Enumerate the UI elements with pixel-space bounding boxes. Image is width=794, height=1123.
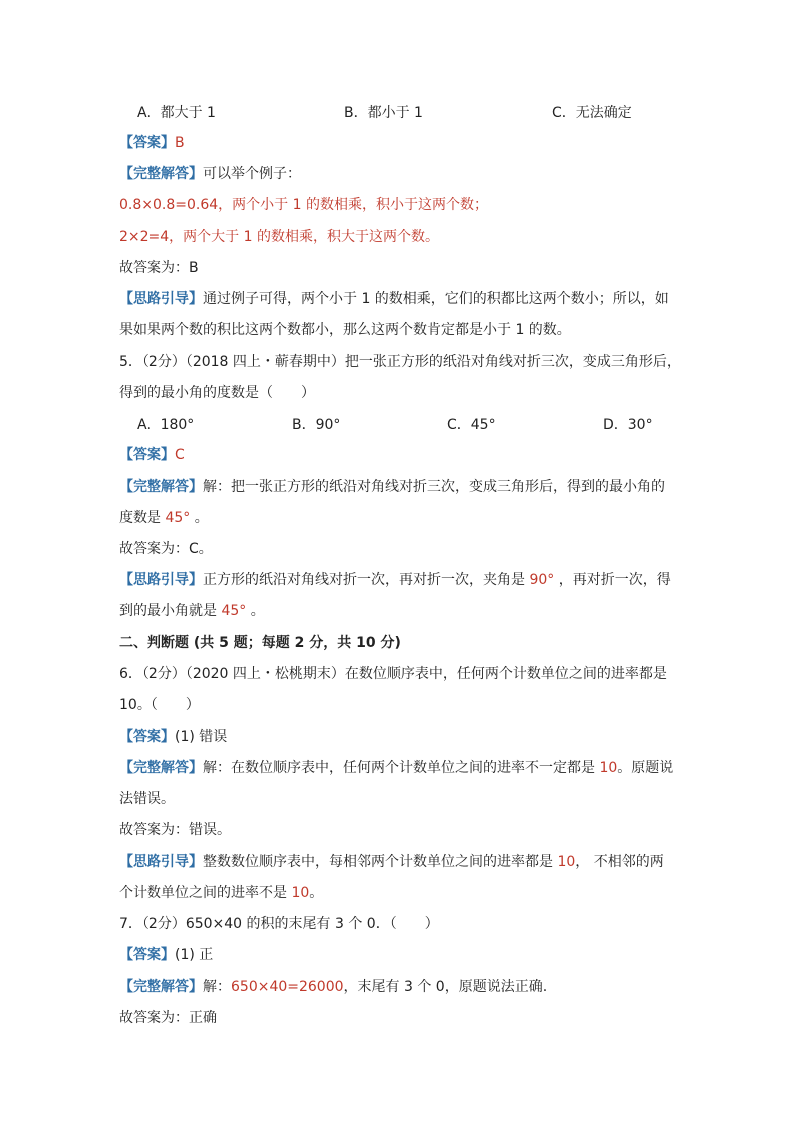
hint-text: 通过例子可得，两个小于 1 的数相乘，它们的积都比这两个数小；所以，如 — [203, 291, 669, 307]
solution-tag: 【完整解答】 — [119, 760, 203, 776]
solution-tag: 【完整解答】 — [119, 979, 203, 995]
q5-hint-line-1 — [119, 570, 679, 590]
answer-value: C — [175, 447, 185, 463]
q6-stem-line-2: 10。（ ） — [119, 697, 200, 713]
hint-text: 整数数位顺序表中，每相邻两个计数单位之间的进率都是 — [203, 854, 558, 870]
q4-hint-line-2: 果如果两个数的积比这两个数都小，那么这两个数肯定都是小于 1 的数。 — [119, 322, 571, 338]
q4-example-2: 2×2=4，两个大于 1 的数相乘，积大于这两个数。 — [119, 229, 439, 245]
hint-value: 90° — [529, 572, 555, 588]
q6-hint-line-2 — [119, 883, 679, 903]
q7-answer — [119, 945, 679, 965]
q5-solution-line-1 — [119, 477, 679, 497]
solution-value: 10 — [599, 760, 618, 776]
hint-text: 。 — [246, 603, 265, 619]
q4-option-a: A．都大于 1 — [137, 105, 216, 121]
q5-final-answer: 故答案为：C。 — [119, 541, 213, 557]
q5-option-a: A．180° — [137, 417, 195, 433]
answer-value: B — [175, 135, 185, 151]
q4-example-1: 0.8×0.8=0.64，两个小于 1 的数相乘，积小于这两个数； — [119, 197, 488, 213]
q5-answer — [119, 445, 679, 465]
hint-value: 10 — [291, 885, 310, 901]
q5-solution-line-2 — [119, 508, 679, 528]
hint-text: ， 不相邻的两 — [575, 854, 664, 870]
hint-text: 正方形的纸沿对角线对折一次，再对折一次，夹角是 — [203, 572, 530, 588]
solution-tag: 【完整解答】 — [119, 166, 203, 182]
q4-option-b: B．都小于 1 — [344, 105, 423, 121]
solution-text: 解： — [203, 979, 231, 995]
solution-value: 650×40=26000 — [231, 979, 344, 995]
answer-tag: 【答案】 — [119, 729, 175, 745]
q4-final-answer: 故答案为：B — [119, 260, 199, 276]
hint-value: 45° — [221, 603, 247, 619]
q7-solution — [119, 977, 679, 997]
solution-value: 45° — [165, 510, 191, 526]
q5-stem-line-2: 得到的最小角的度数是（ ） — [119, 385, 315, 401]
hint-text: 到的最小角就是 — [119, 603, 222, 619]
solution-text: 解：在数位顺序表中，任何两个计数单位之间的进率不一定都是 — [203, 760, 600, 776]
q5-option-b: B．90° — [292, 417, 341, 433]
solution-tag: 【完整解答】 — [119, 479, 203, 495]
hint-tag: 【思路引导】 — [119, 572, 203, 588]
answer-tag: 【答案】 — [119, 135, 175, 151]
q6-final-answer: 故答案为：错误。 — [119, 822, 231, 838]
solution-text: 解：把一张正方形的纸沿对角线对折三次，变成三角形后，得到的最小角的 — [203, 479, 665, 495]
hint-text: 。 — [309, 885, 324, 901]
answer-value: (1) 正 — [175, 947, 214, 963]
q4-hint-line-1 — [119, 289, 679, 309]
q7-stem: 7．（2分）650×40 的积的末尾有 3 个 0．（ ） — [119, 916, 439, 932]
hint-value: 10 — [557, 854, 576, 870]
solution-text: 。原题说 — [617, 760, 674, 776]
q6-hint-line-1 — [119, 852, 679, 872]
q5-hint-line-2 — [119, 601, 679, 621]
answer-tag: 【答案】 — [119, 947, 175, 963]
q4-solution-intro — [119, 164, 679, 184]
hint-text: ，再对折一次，得 — [554, 572, 671, 588]
q6-answer — [119, 727, 679, 747]
hint-text: 个计数单位之间的进率不是 — [119, 885, 292, 901]
solution-text: 。 — [190, 510, 209, 526]
section-title: 二、判断题 (共 5 题；每题 2 分，共 10 分) — [119, 635, 401, 651]
q6-solution-line-1 — [119, 758, 679, 778]
q4-option-c: C．无法确定 — [552, 105, 632, 121]
hint-tag: 【思路引导】 — [119, 854, 203, 870]
q5-option-c: C．45° — [447, 417, 496, 433]
solution-text: 度数是 — [119, 510, 166, 526]
q6-stem-line-1: 6．（2分）（2020 四上・松桃期末）在数位顺序表中，任何两个计数单位之间的进率都是 — [119, 666, 667, 682]
q6-solution-line-2: 法错误。 — [119, 791, 175, 807]
solution-text: 可以举个例子： — [203, 166, 301, 182]
answer-value: (1) 错误 — [175, 729, 228, 745]
q7-final-answer: 故答案为：正确 — [119, 1010, 217, 1026]
solution-text: ，末尾有 3 个 0，原题说法正确. — [343, 979, 548, 995]
q5-option-d: D．30° — [603, 417, 653, 433]
q5-stem-line-1: 5．（2分）（2018 四上・蕲春期中）把一张正方形的纸沿对角线对折三次，变成三角形后， — [119, 354, 681, 370]
hint-tag: 【思路引导】 — [119, 291, 203, 307]
q4-answer — [119, 133, 679, 153]
answer-tag: 【答案】 — [119, 447, 175, 463]
